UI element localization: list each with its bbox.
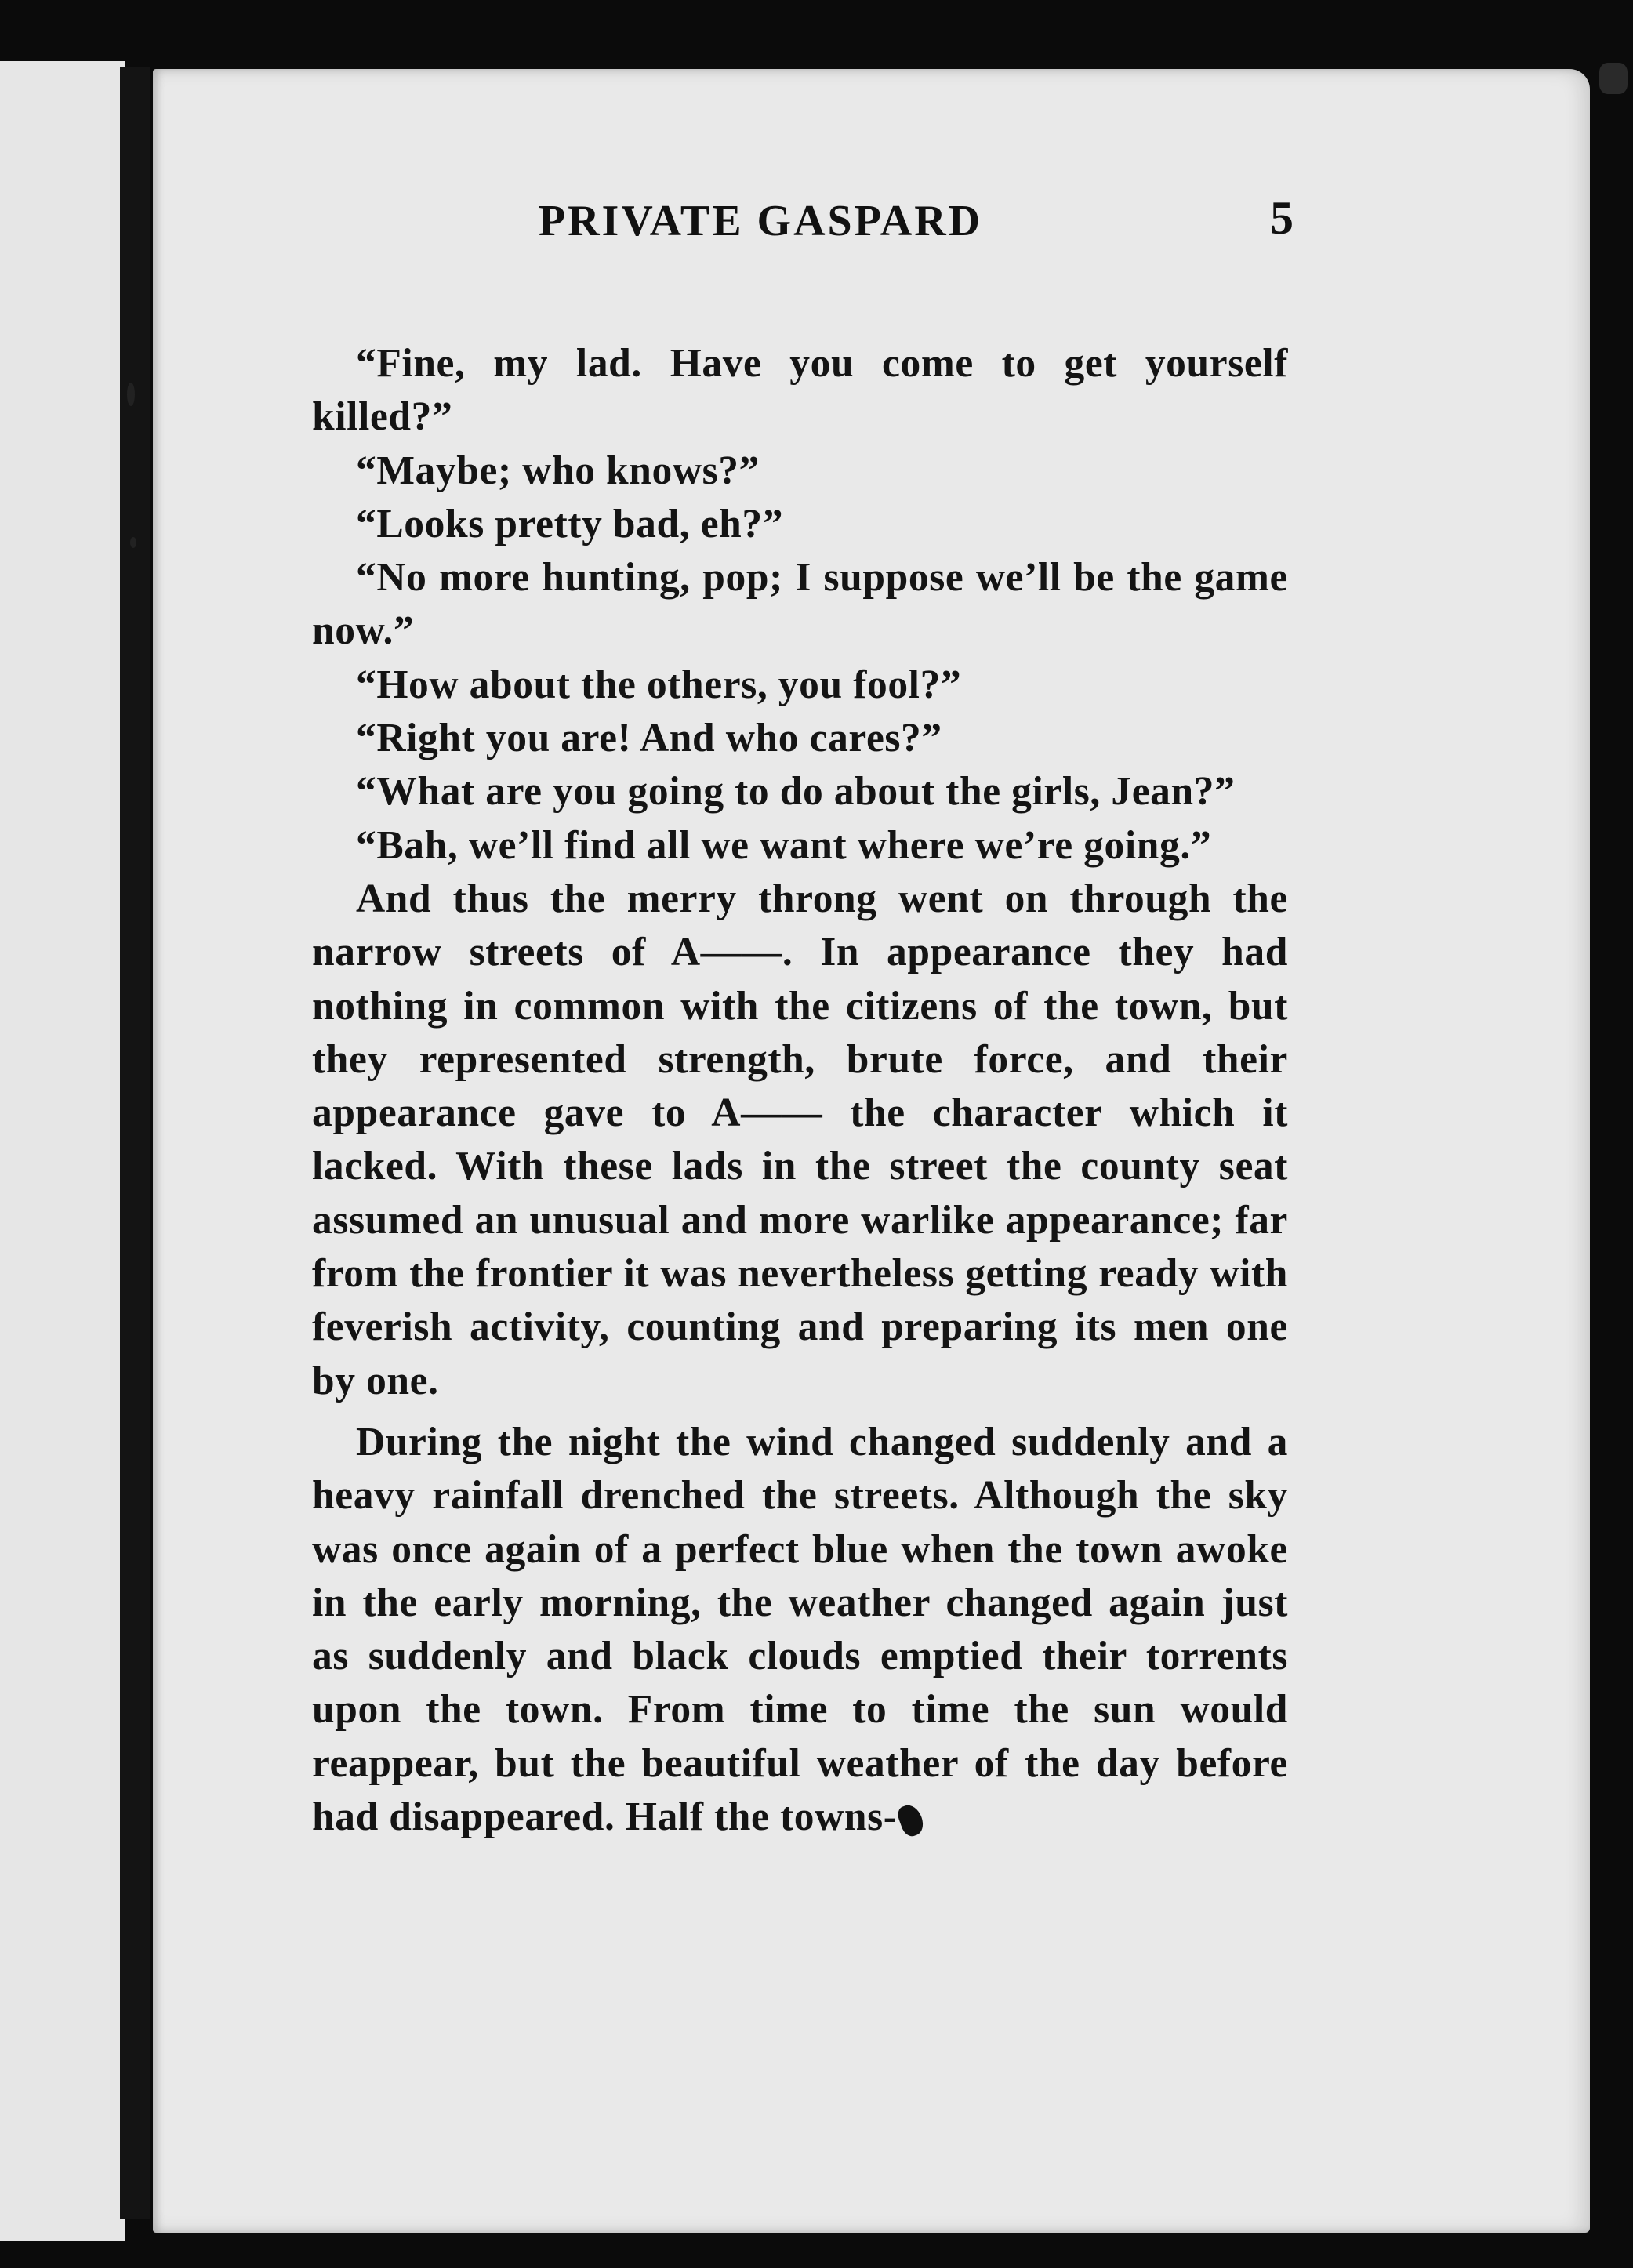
paragraph: “Looks pretty bad, eh?”	[356, 501, 784, 546]
paragraph: “Bah, we’ll find all we want where we’re going.”	[356, 822, 1212, 868]
paragraph: “No more hunting, pop; I suppose we’ll be the game now.”	[312, 555, 1288, 654]
corner-speck	[1599, 63, 1628, 94]
paragraph: During the night the wind changed suddenly and a heavy rainfall drenched the streets. Although the sky was once again of a perfect blue when the town awoke in the early morning, the weather changed again just as suddenly and black clouds emptied their torrents upon the town. From time to time the sun would reappear, but the beautiful weather of the day before had disappeared. Half the towns-	[312, 1419, 1288, 1840]
book-binding	[120, 67, 150, 2219]
page-header	[470, 182, 1317, 252]
paragraph: “How about the others, you fool?”	[356, 662, 962, 707]
margin-mark	[130, 537, 136, 548]
paragraph: “Right you are! And who cares?”	[356, 716, 942, 761]
left-page-edge	[0, 61, 125, 2241]
body-text	[312, 337, 1288, 1844]
page-number: 5	[1270, 192, 1294, 244]
paragraph: “Fine, my lad. Have you come to get yourself killed?”	[312, 341, 1288, 440]
paragraph: And thus the merry throng went on through the narrow streets of A——. In appearance they had nothing in common with the citizens of the town, but they represented strength, brute force, and their appearance gave to A—— the character which it lacked. With these lads in the street the county seat assumed an unusual and more warlike appearance; far from the frontier it was nevertheless getting ready with feverish activity, counting and preparing its men one by one.	[312, 876, 1288, 1403]
paragraph: “Maybe; who knows?”	[356, 448, 760, 493]
paragraph: “What are you going to do about the girls, Jean?”	[356, 769, 1236, 815]
running-title: PRIVATE GASPARD	[538, 197, 983, 245]
margin-mark	[127, 383, 135, 406]
